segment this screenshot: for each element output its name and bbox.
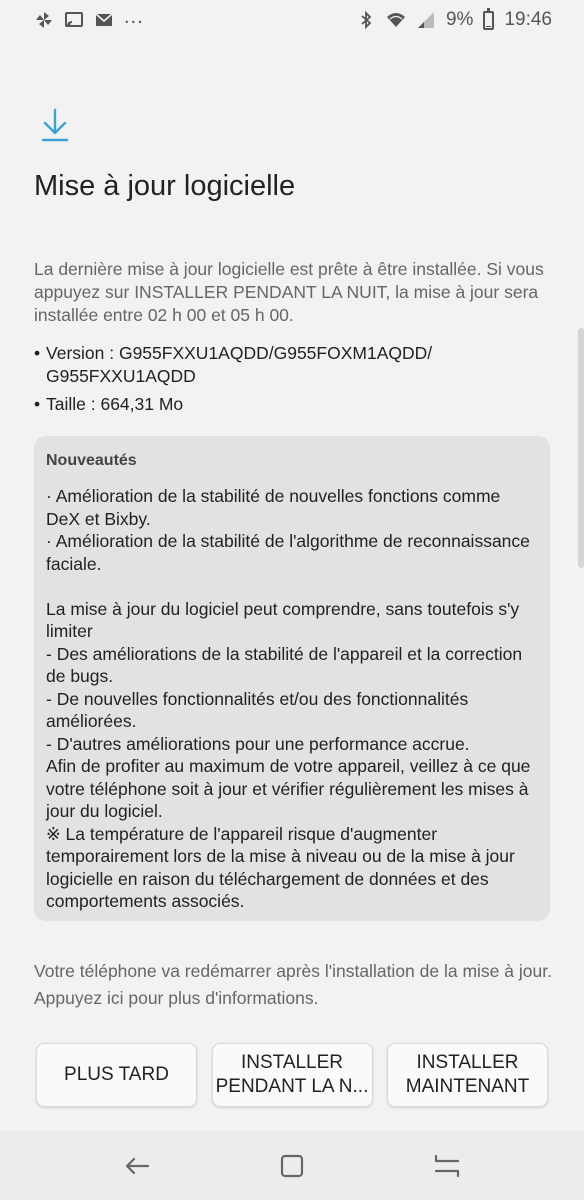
pinwheel-icon — [34, 10, 54, 30]
more-notifications: ... — [124, 5, 144, 28]
install-now-button[interactable]: INSTALLER MAINTENANT — [387, 1043, 548, 1107]
back-icon[interactable] — [117, 1146, 157, 1186]
intro-text: La dernière mise à jour logicielle est prête à être installée. Si vous appuyez sur INSTALLER PENDANT LA NUIT, la mise à jour sera installée entre 02 h 00 et 05 h 00. — [34, 259, 544, 325]
release-notes — [34, 436, 550, 921]
size-item: • Taille : 664,31 Mo — [46, 393, 546, 416]
battery-percent: 9% — [445, 9, 474, 30]
action-buttons — [36, 1043, 548, 1107]
scrollbar[interactable] — [578, 328, 584, 568]
release-notes-title: Nouveautés — [46, 452, 137, 469]
wifi-icon — [386, 10, 406, 30]
version-item: • Version : G955FXXU1AQDD/G955FOXM1AQDD/ G955FXXU1AQDD — [46, 342, 546, 388]
status-left — [34, 5, 144, 30]
clock: 19:46 — [504, 9, 552, 30]
mail-icon — [94, 10, 114, 30]
bluetooth-icon — [356, 10, 376, 30]
signal-icon — [416, 10, 436, 30]
update-details — [46, 342, 546, 416]
install-overnight-button[interactable]: INSTALLER PENDANT LA N... — [212, 1043, 373, 1107]
battery-icon — [483, 11, 494, 30]
status-right — [356, 9, 552, 31]
footer — [34, 960, 554, 1010]
cast-icon — [64, 10, 84, 30]
more-info-link[interactable]: Appuyez ici pour plus d'informations. — [34, 988, 319, 1008]
home-icon[interactable] — [427, 1146, 467, 1186]
later-button[interactable]: PLUS TARD — [36, 1043, 197, 1107]
battery-level — [486, 26, 491, 27]
navigation-bar — [0, 1131, 584, 1200]
status-bar — [0, 0, 584, 40]
page-title: Mise à jour logicielle — [34, 170, 296, 202]
download-icon — [40, 108, 70, 142]
release-notes-text: · Amélioration de la stabilité de nouvelles fonctions comme DeX et Bixby. · Amélioration de la stabilité de l'algorithme de reconnaissance faciale. La mise à jour du logiciel peut comprendre, sans toutefois s'y limiter - Des améliorations de la stabilité de l'appareil et la correction de bugs. - De nouvelles fonctionnalités et/ou des fonctionnalités améliorées. - D'autres améliorations pour une performance accrue. Afin de profiter au maximum de votre appareil, veillez à ce que votre téléphone soit à jour et vérifier régulièrement les mises à jour du logiciel. ※ La température de l'appareil risque d'augmenter temporairement lors de la mise à niveau ou de la mise à jour logicielle en raison du téléchargement de données et des comportements associés. — [46, 486, 531, 911]
restart-note: Votre téléphone va redémarrer après l'installation de la mise à jour. — [34, 961, 552, 981]
recents-icon[interactable] — [272, 1146, 312, 1186]
